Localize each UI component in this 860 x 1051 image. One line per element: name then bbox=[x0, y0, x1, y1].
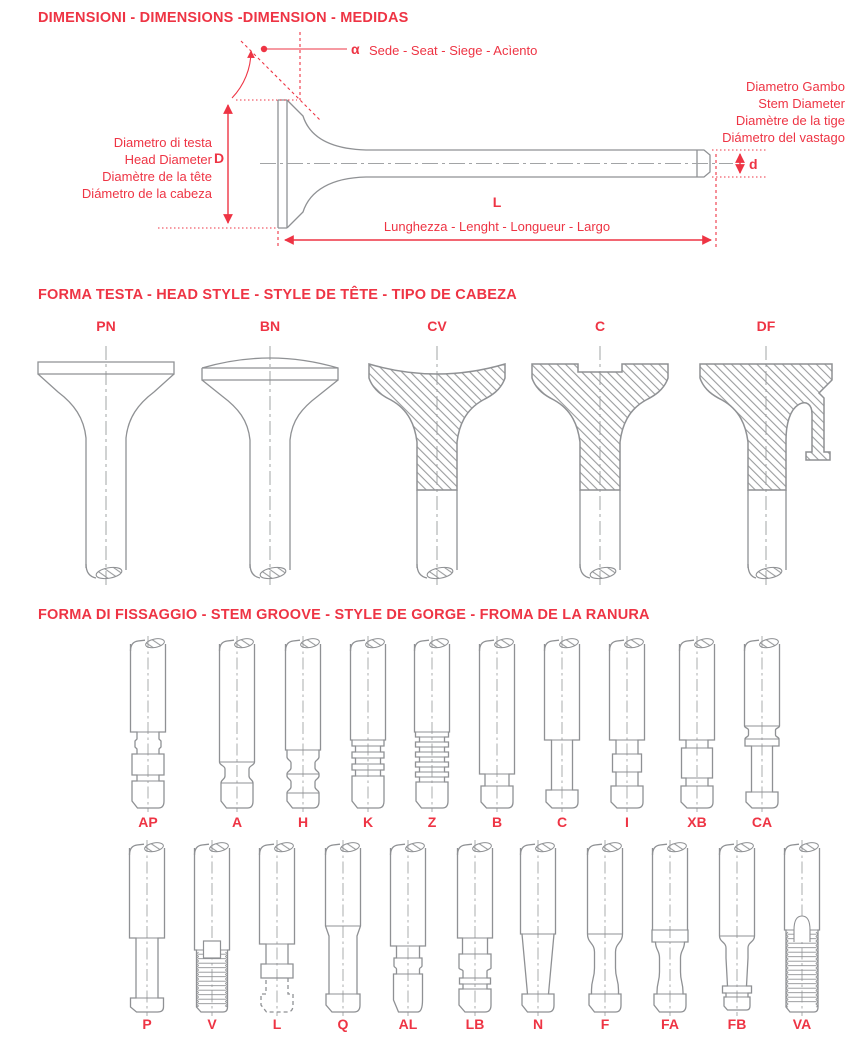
stem-groove-code-VA: VA bbox=[792, 1016, 812, 1032]
head-style-drawing-BN bbox=[190, 340, 350, 592]
stem-groove-code-K: K bbox=[362, 814, 374, 830]
head-style-drawing-DF bbox=[686, 340, 846, 592]
head-style-section-title: FORMA TESTA - HEAD STYLE - STYLE DE TÊTE - TIPO DE CABEZA bbox=[38, 287, 517, 303]
stem-groove-drawing-B bbox=[469, 636, 525, 812]
stem-groove-drawing-FA bbox=[642, 840, 698, 1016]
stem-groove-code-Z: Z bbox=[427, 814, 437, 830]
stem-groove-code-V: V bbox=[207, 1016, 217, 1032]
stem-groove-code-L: L bbox=[272, 1016, 282, 1032]
stem-groove-drawing-V bbox=[184, 840, 240, 1016]
stem-groove-code-I: I bbox=[625, 814, 629, 830]
stem-groove-drawing-AP bbox=[120, 636, 176, 812]
stem-groove-code-P: P bbox=[142, 1016, 152, 1032]
stem-diameter-line: Diamètre de la tige bbox=[735, 113, 845, 128]
length-symbol: L bbox=[492, 194, 502, 210]
stem-groove-code-H: H bbox=[297, 814, 309, 830]
stem-groove-code-FA: FA bbox=[661, 1016, 679, 1032]
stem-groove-code-A: A bbox=[231, 814, 243, 830]
stem-groove-drawing-CA bbox=[734, 636, 790, 812]
stem-groove-drawing-VA bbox=[774, 840, 830, 1016]
head-style-code-C: C bbox=[594, 318, 606, 334]
stem-diameter-label bbox=[635, 78, 845, 146]
stem-groove-drawing-H bbox=[275, 636, 331, 812]
stem-groove-section-title: FORMA DI FISSAGGIO - STEM GROOVE - STYLE DE GORGE - FROMA DE LA RANURA bbox=[38, 607, 650, 623]
stem-groove-drawing-Q bbox=[315, 840, 371, 1016]
dimensions-section-title: DIMENSIONI - DIMENSIONS -DIMENSION - MEDIDAS bbox=[38, 10, 409, 26]
head-style-code-DF: DF bbox=[756, 318, 776, 334]
head-diameter-line: Head Diameter bbox=[124, 152, 212, 167]
stem-groove-code-LB: LB bbox=[465, 1016, 485, 1032]
stem-groove-code-AL: AL bbox=[398, 1016, 418, 1032]
stem-groove-code-B: B bbox=[491, 814, 503, 830]
stem-diameter-line: Diametro Gambo bbox=[746, 79, 845, 94]
stem-diameter-line: Stem Diameter bbox=[758, 96, 845, 111]
stem-groove-code-F: F bbox=[600, 1016, 610, 1032]
seat-angle-symbol: α bbox=[351, 41, 360, 57]
stem-groove-drawing-I bbox=[599, 636, 655, 812]
stem-groove-drawing-P bbox=[119, 840, 175, 1016]
stem-groove-drawing-F bbox=[577, 840, 633, 1016]
head-style-drawing-CV bbox=[357, 340, 517, 592]
stem-groove-drawing-FB bbox=[709, 840, 765, 1016]
stem-groove-code-XB: XB bbox=[687, 814, 707, 830]
head-diameter-symbol: D bbox=[214, 150, 225, 166]
head-style-code-BN: BN bbox=[259, 318, 281, 334]
stem-diameter-line: Diámetro del vastago bbox=[722, 130, 845, 145]
stem-groove-drawing-C bbox=[534, 636, 590, 812]
stem-groove-drawing-A bbox=[209, 636, 265, 812]
length-label: Lunghezza - Lenght - Longueur - Largo bbox=[383, 219, 611, 234]
seat-label: Sede - Seat - Siege - Acìento bbox=[369, 43, 538, 58]
stem-groove-code-AP: AP bbox=[138, 814, 158, 830]
stem-groove-code-CA: CA bbox=[751, 814, 773, 830]
head-style-code-PN: PN bbox=[96, 318, 116, 334]
stem-groove-code-FB: FB bbox=[727, 1016, 747, 1032]
stem-groove-drawing-Z bbox=[404, 636, 460, 812]
stem-groove-drawing-K bbox=[340, 636, 396, 812]
head-style-drawing-PN bbox=[26, 340, 186, 592]
head-style-drawing-C bbox=[520, 340, 680, 592]
head-diameter-line: Diametro di testa bbox=[113, 135, 212, 150]
stem-groove-drawing-AL bbox=[380, 840, 436, 1016]
stem-groove-drawing-L bbox=[249, 840, 305, 1016]
head-diameter-line: Diamètre de la tête bbox=[102, 169, 212, 184]
stem-groove-code-N: N bbox=[532, 1016, 544, 1032]
head-diameter-label bbox=[0, 134, 212, 202]
head-style-code-CV: CV bbox=[427, 318, 447, 334]
stem-groove-code-C: C bbox=[556, 814, 568, 830]
stem-groove-drawing-XB bbox=[669, 636, 725, 812]
stem-groove-code-Q: Q bbox=[337, 1016, 349, 1032]
stem-diameter-symbol: d bbox=[749, 156, 758, 172]
head-diameter-line: Diámetro de la cabeza bbox=[81, 186, 212, 201]
stem-groove-drawing-LB bbox=[447, 840, 503, 1016]
stem-groove-drawing-N bbox=[510, 840, 566, 1016]
